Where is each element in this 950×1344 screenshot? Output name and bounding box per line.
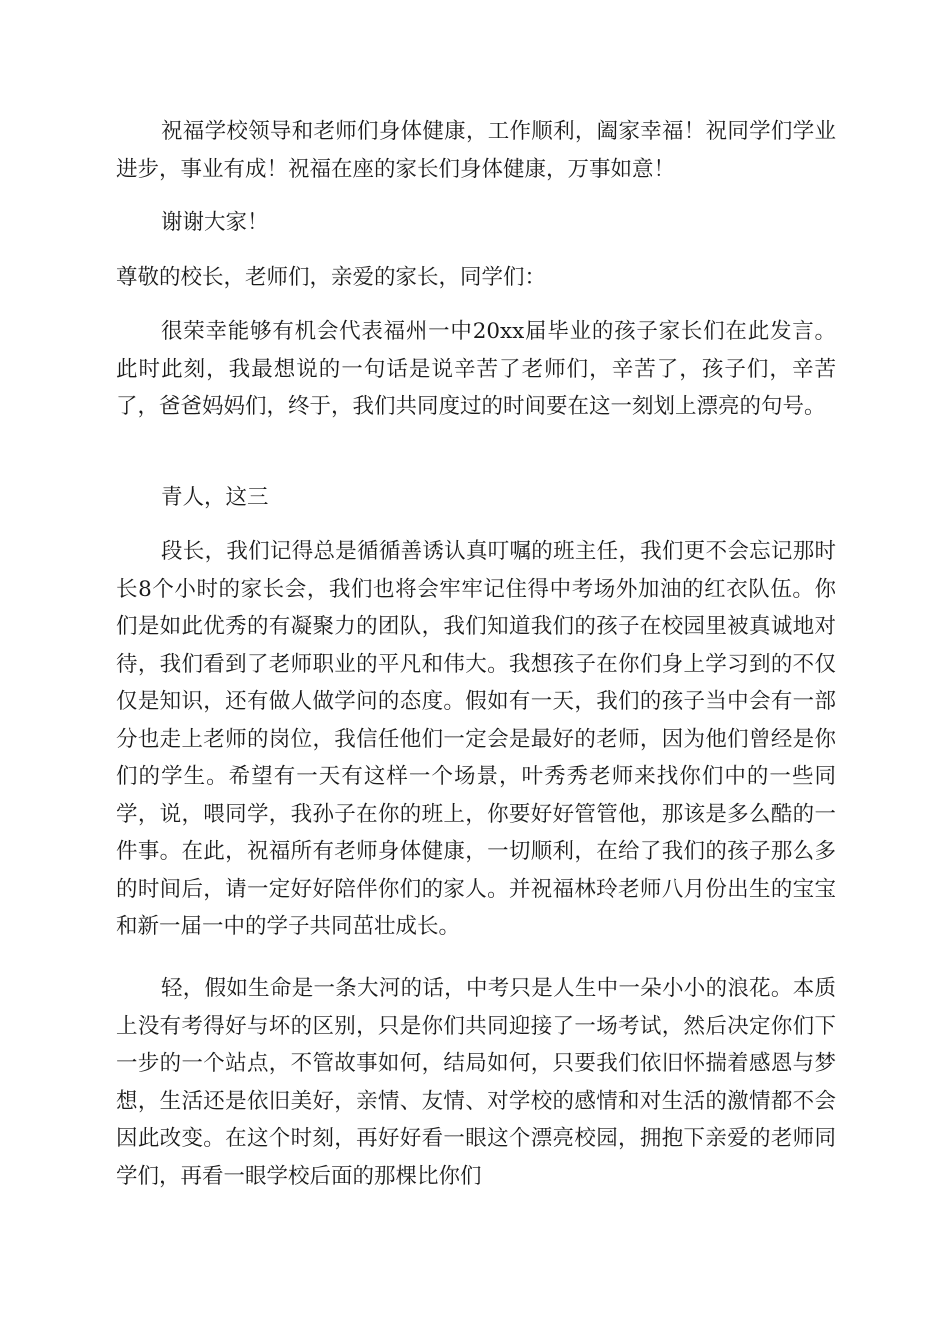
paragraph-teachers: 段长，我们记得总是循循善诱认真叮嘱的班主任，我们更不会忘记那时长8个小时的家长会，我们也将会牢牢记住得中考场外加油的红衣队伍。你们是如此优秀的有凝聚力的团队，我们知道我们的孩子在校园里被真诚地对待，我们看到了老师职业的平凡和伟大。我想孩子在你们身上学习到的不仅仅是知识，还有做人做学问的态度。假如有一天，我们的孩子当中会有一部分也走上老师的岗位，我信任他们一定会是最好的老师，因为他们曾经是你们的学生。希望有一天有这样一个场景，叶秀秀老师来找你们中的一些同学，说，喂同学，我孙子在你的班上，你要好好管管他，那该是多么酷的一件事。在此，祝福所有老师身体健康，一切顺利，在给了我们的孩子那么多的时间后，请一定好好陪伴你们的家人。并祝福林玲老师八月份出生的宝宝和新一届一中的学子共同茁壮成长。 [116, 539, 836, 939]
paragraph-life-river: 轻，假如生命是一条大河的话，中考只是人生中一朵小小的浪花。本质上没有考得好与坏的区别，只是你们共同迎接了一场考试，然后决定你们下一步的一个站点，不管故事如何，结局如何，只要我们依旧怀揣着感恩与梦想，生活还是依旧美好，亲情、友情、对学校的感情和对生活的激情都不会因此改变。在这个时刻，再好好看一眼这个漂亮校园，拥抱下亲爱的老师同学们，再看一眼学校后面的那棵比你们 [116, 976, 836, 1189]
paragraph-fragment: 青人，这三 [161, 485, 269, 510]
paragraph-salutation: 尊敬的校长，老师们，亲爱的家长，同学们： [116, 265, 547, 290]
paragraph-blessing: 祝福学校领导和老师们身体健康，工作顺利，阖家幸福！祝同学们学业进步，事业有成！祝福在座的家长们身体健康，万事如意！ [116, 119, 836, 182]
paragraph-intro: 很荣幸能够有机会代表福州一中20xx届毕业的孩子家长们在此发言。此时此刻，我最想说的一句话是说辛苦了老师们，辛苦了，孩子们，辛苦了，爸爸妈妈们，终于，我们共同度过的时间要在这一刻划上漂亮的句号。 [116, 319, 836, 419]
paragraph-thanks: 谢谢大家！ [161, 210, 269, 235]
